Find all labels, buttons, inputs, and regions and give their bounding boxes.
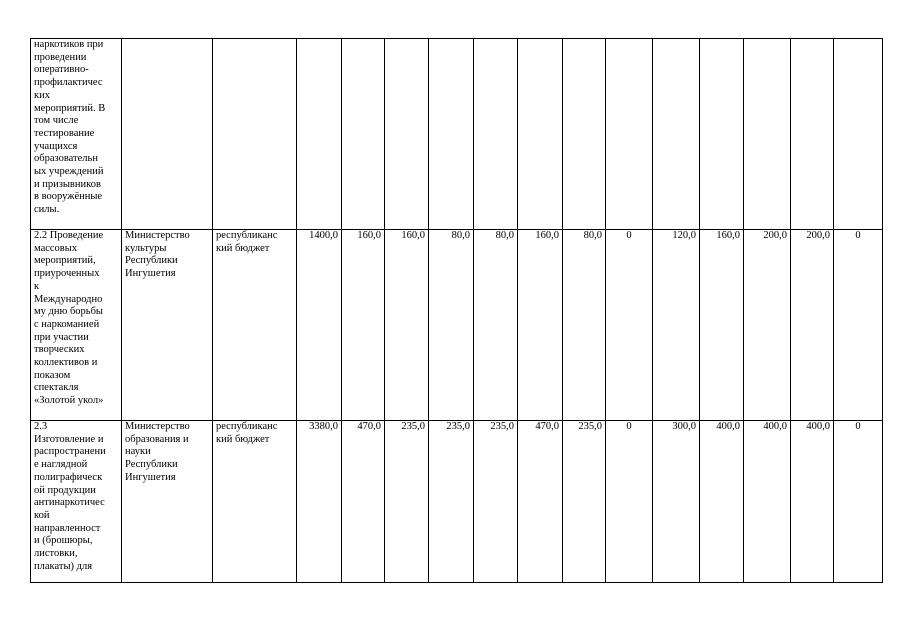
- value-cell: 0: [606, 421, 653, 583]
- value-cell: 80,0: [563, 230, 606, 421]
- funding-source-cell: республиканс кий бюджет: [213, 230, 297, 421]
- executor-cell: [122, 39, 213, 230]
- value-cell: 160,0: [385, 230, 429, 421]
- value-cell: 200,0: [791, 230, 834, 421]
- value-cell: 235,0: [563, 421, 606, 583]
- event-cell: 2.3 Изготовление и распространени е наглядной полиграфическ ой продукции антинаркотичес кой направленност и (брошюры, листовки, плакаты) для: [31, 421, 122, 583]
- value-cell: [385, 39, 429, 230]
- budget-table: [30, 38, 883, 583]
- value-cell: 80,0: [474, 230, 518, 421]
- value-cell: [342, 39, 385, 230]
- value-cell: 1400,0: [297, 230, 342, 421]
- value-cell: 400,0: [791, 421, 834, 583]
- value-cell: [563, 39, 606, 230]
- table-row: [31, 230, 883, 421]
- executor-cell: Министерство образования и науки Республики Ингушетия: [122, 421, 213, 583]
- value-cell: 400,0: [700, 421, 744, 583]
- value-cell: 235,0: [385, 421, 429, 583]
- value-cell: 0: [606, 230, 653, 421]
- value-cell: [297, 39, 342, 230]
- value-cell: 300,0: [653, 421, 700, 583]
- table-row: [31, 421, 883, 583]
- event-cell: 2.2 Проведение массовых мероприятий, приуроченных к Международно му дню борьбы с наркоманией при участии творческих коллективов и показом спектакля «Золотой укол»: [31, 230, 122, 421]
- value-cell: [474, 39, 518, 230]
- value-cell: 235,0: [429, 421, 474, 583]
- value-cell: [429, 39, 474, 230]
- executor-cell: Министерство культуры Республики Ингушетия: [122, 230, 213, 421]
- value-cell: 3380,0: [297, 421, 342, 583]
- funding-source-cell: [213, 39, 297, 230]
- funding-source-cell: республиканс кий бюджет: [213, 421, 297, 583]
- value-cell: 0: [834, 421, 883, 583]
- value-cell: 400,0: [744, 421, 791, 583]
- value-cell: 470,0: [342, 421, 385, 583]
- value-cell: 80,0: [429, 230, 474, 421]
- value-cell: [744, 39, 791, 230]
- value-cell: [700, 39, 744, 230]
- value-cell: 0: [834, 230, 883, 421]
- value-cell: [834, 39, 883, 230]
- table-row: [31, 39, 883, 230]
- value-cell: 120,0: [653, 230, 700, 421]
- value-cell: 200,0: [744, 230, 791, 421]
- value-cell: 235,0: [474, 421, 518, 583]
- value-cell: 160,0: [700, 230, 744, 421]
- event-cell: наркотиков при проведении оперативно- профилактичес ких мероприятий. В том числе тестирование учащихся образовательн ых учреждений и призывников в вооружённые силы.: [31, 39, 122, 230]
- value-cell: [518, 39, 563, 230]
- value-cell: [791, 39, 834, 230]
- value-cell: [653, 39, 700, 230]
- value-cell: 160,0: [342, 230, 385, 421]
- value-cell: 470,0: [518, 421, 563, 583]
- value-cell: 160,0: [518, 230, 563, 421]
- value-cell: [606, 39, 653, 230]
